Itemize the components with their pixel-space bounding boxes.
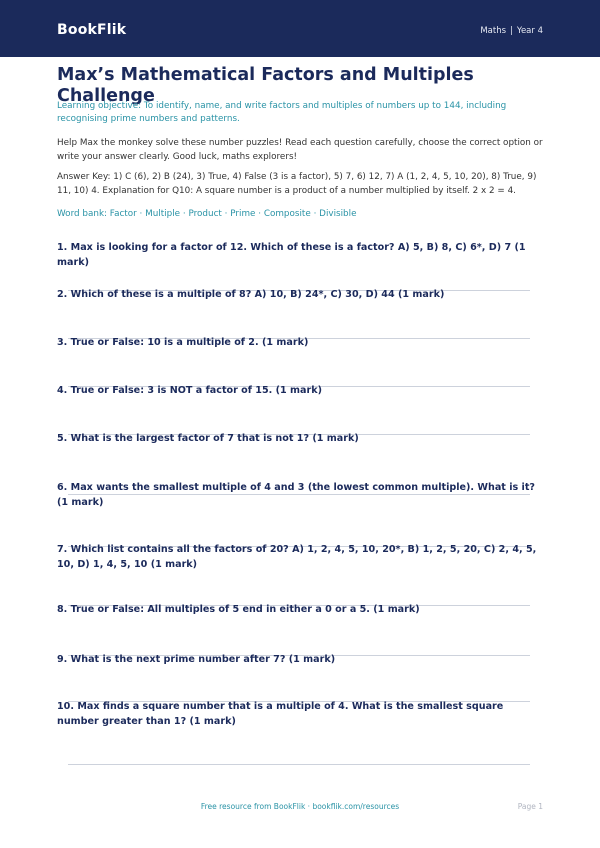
intro-text: Help Max the monkey solve these number puzzles! Read each question carefully, choose the correct option or write your answer clearly. Good luck, maths explorers! xyxy=(57,138,543,162)
word-bank: Word bank: Factor · Multiple · Product · Prime · Composite · Divisible xyxy=(57,209,357,219)
answer-line-10[interactable] xyxy=(68,764,530,765)
footer-text[interactable]: Free resource from BookFlik · bookflik.com/resources xyxy=(200,802,400,811)
question-7: 7. Which list contains all the factors of 20? A) 1, 2, 4, 5, 10, 20*, B) 1, 2, 5, 20, C) 2, 4, 5, 10, D) 1, 4, 5, 10 (1 mark) xyxy=(57,544,537,570)
learning-objective: Learning objective: To identify, name, and write factors and multiples of numbers up to 144, including recognising prime numbers and patterns. xyxy=(57,101,507,125)
breadcrumb-year: Year 4 xyxy=(516,26,543,36)
question-1: 1. Max is looking for a factor of 12. Which of these is a factor? A) 5, B) 8, C) 6*, D) 7 (1 mark) xyxy=(57,242,526,268)
question-5: 5. What is the largest factor of 7 that is not 1? (1 mark) xyxy=(57,433,359,444)
brand-logo[interactable]: BookFlik xyxy=(57,22,127,38)
page-header xyxy=(0,0,600,57)
page-title: Max’s Mathematical Factors and Multiples Challenge xyxy=(57,65,474,106)
breadcrumb-subject: Maths xyxy=(480,26,507,36)
question-2: 2. Which of these is a multiple of 8? A) 10, B) 24*, C) 30, D) 44 (1 mark) xyxy=(57,289,445,300)
question-9: 9. What is the next prime number after 7? (1 mark) xyxy=(57,654,336,665)
question-4: 4. True or False: 3 is NOT a factor of 15. (1 mark) xyxy=(57,385,322,396)
breadcrumb-separator: | xyxy=(510,26,513,36)
breadcrumb xyxy=(480,26,543,36)
question-10: 10. Max finds a square number that is a multiple of 4. What is the smallest square number greater than 1? (1 mark) xyxy=(57,701,504,727)
question-3: 3. True or False: 10 is a multiple of 2. (1 mark) xyxy=(57,337,309,348)
question-8: 8. True or False: All multiples of 5 end in either a 0 or a 5. (1 mark) xyxy=(57,604,420,615)
page-number: Page 1 xyxy=(517,802,543,811)
question-6: 6. Max wants the smallest multiple of 4 and 3 (the lowest common multiple). What is it? (1 mark) xyxy=(57,482,535,508)
answer-key: Answer Key: 1) C (6), 2) B (24), 3) True, 4) False (3 is a factor), 5) 7, 6) 12, 7) A (1, 2, 4, 5, 10, 20), 8) True, 9) 11, 10) 4. Explanation for Q10: A square number is a product of a number multiplied by itself. 2 x 2 = 4. xyxy=(57,172,537,196)
